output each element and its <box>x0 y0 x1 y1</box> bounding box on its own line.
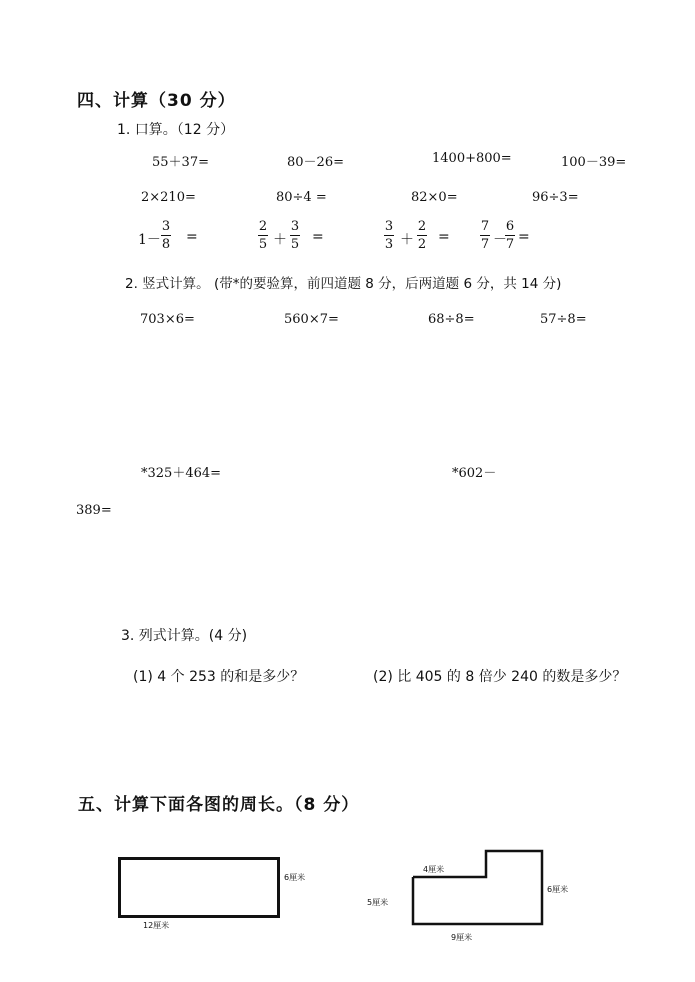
starred-problem-continued: 389= <box>76 503 112 518</box>
vertical-calc-title: 2. 竖式计算。 (带*的要验算，前四道题 8 分，后两道题 6 分，共 14 分) <box>125 276 562 292</box>
equals-sign: = <box>312 229 324 245</box>
oral-problem: 82×0= <box>411 190 458 205</box>
fraction <box>480 219 490 252</box>
oral-problem: 80÷4 = <box>276 190 327 205</box>
fraction <box>290 219 300 252</box>
numerator: 3 <box>384 219 394 234</box>
composite-right-label: 6厘米 <box>547 885 569 894</box>
operator: － <box>493 232 507 248</box>
oral-problem: 96÷3= <box>532 190 579 205</box>
equals-sign: = <box>438 229 450 245</box>
vertical-problem: 703×6= <box>140 312 195 327</box>
oral-problem: 1400+800= <box>432 151 512 166</box>
denominator: 8 <box>161 237 171 252</box>
vertical-problem: 560×7= <box>284 312 339 327</box>
fraction <box>258 219 268 252</box>
operator: ＋ <box>400 232 414 248</box>
composite-shape <box>405 845 550 930</box>
vertical-problem: 57÷8= <box>540 312 587 327</box>
oral-problem: 100－39= <box>561 155 627 170</box>
denominator: 3 <box>384 237 394 252</box>
vertical-problem: 68÷8= <box>428 312 475 327</box>
oral-problem: 2×210= <box>141 190 196 205</box>
numerator: 6 <box>505 219 515 234</box>
word-question-2: (2) 比 405 的 8 倍少 240 的数是多少？ <box>373 669 627 685</box>
numerator: 2 <box>258 219 268 234</box>
fraction <box>505 219 515 252</box>
composite-bottom-label: 9厘米 <box>451 933 473 942</box>
oral-calc-title: 1. 口算。（12 分） <box>117 122 235 138</box>
operator: ＋ <box>273 232 287 248</box>
numerator: 2 <box>417 219 427 234</box>
fraction <box>161 219 171 252</box>
numerator: 7 <box>480 219 490 234</box>
denominator: 5 <box>290 237 300 252</box>
word-question-1: (1) 4 个 253 的和是多少？ <box>133 669 305 685</box>
denominator: 7 <box>480 237 490 252</box>
oral-problem: 55＋37= <box>152 155 209 170</box>
oral-problem: 80－26= <box>287 155 344 170</box>
rectangle-width-label: 6厘米 <box>284 873 306 882</box>
starred-problem: *602－ <box>452 466 497 481</box>
fraction <box>417 219 427 252</box>
section-5-title: 五、计算下面各图的周长。（8 分） <box>78 795 360 815</box>
denominator: 7 <box>505 237 515 252</box>
denominator: 2 <box>417 237 427 252</box>
numerator: 3 <box>290 219 300 234</box>
composite-left-label: 5厘米 <box>367 898 389 907</box>
numerator: 3 <box>161 219 171 234</box>
rectangle-length-label: 12厘米 <box>143 921 170 930</box>
equals-sign: = <box>186 229 198 245</box>
rectangle-shape <box>118 857 280 918</box>
fraction <box>384 219 394 252</box>
word-calc-title: 3. 列式计算。(4 分) <box>121 628 248 644</box>
lead-term: 1－ <box>138 232 161 248</box>
composite-top-label: 4厘米 <box>423 865 445 874</box>
section-4-title: 四、计算（30 分） <box>77 91 236 111</box>
denominator: 5 <box>258 237 268 252</box>
equals-sign: = <box>518 229 530 245</box>
starred-problem: *325＋464= <box>141 466 222 481</box>
